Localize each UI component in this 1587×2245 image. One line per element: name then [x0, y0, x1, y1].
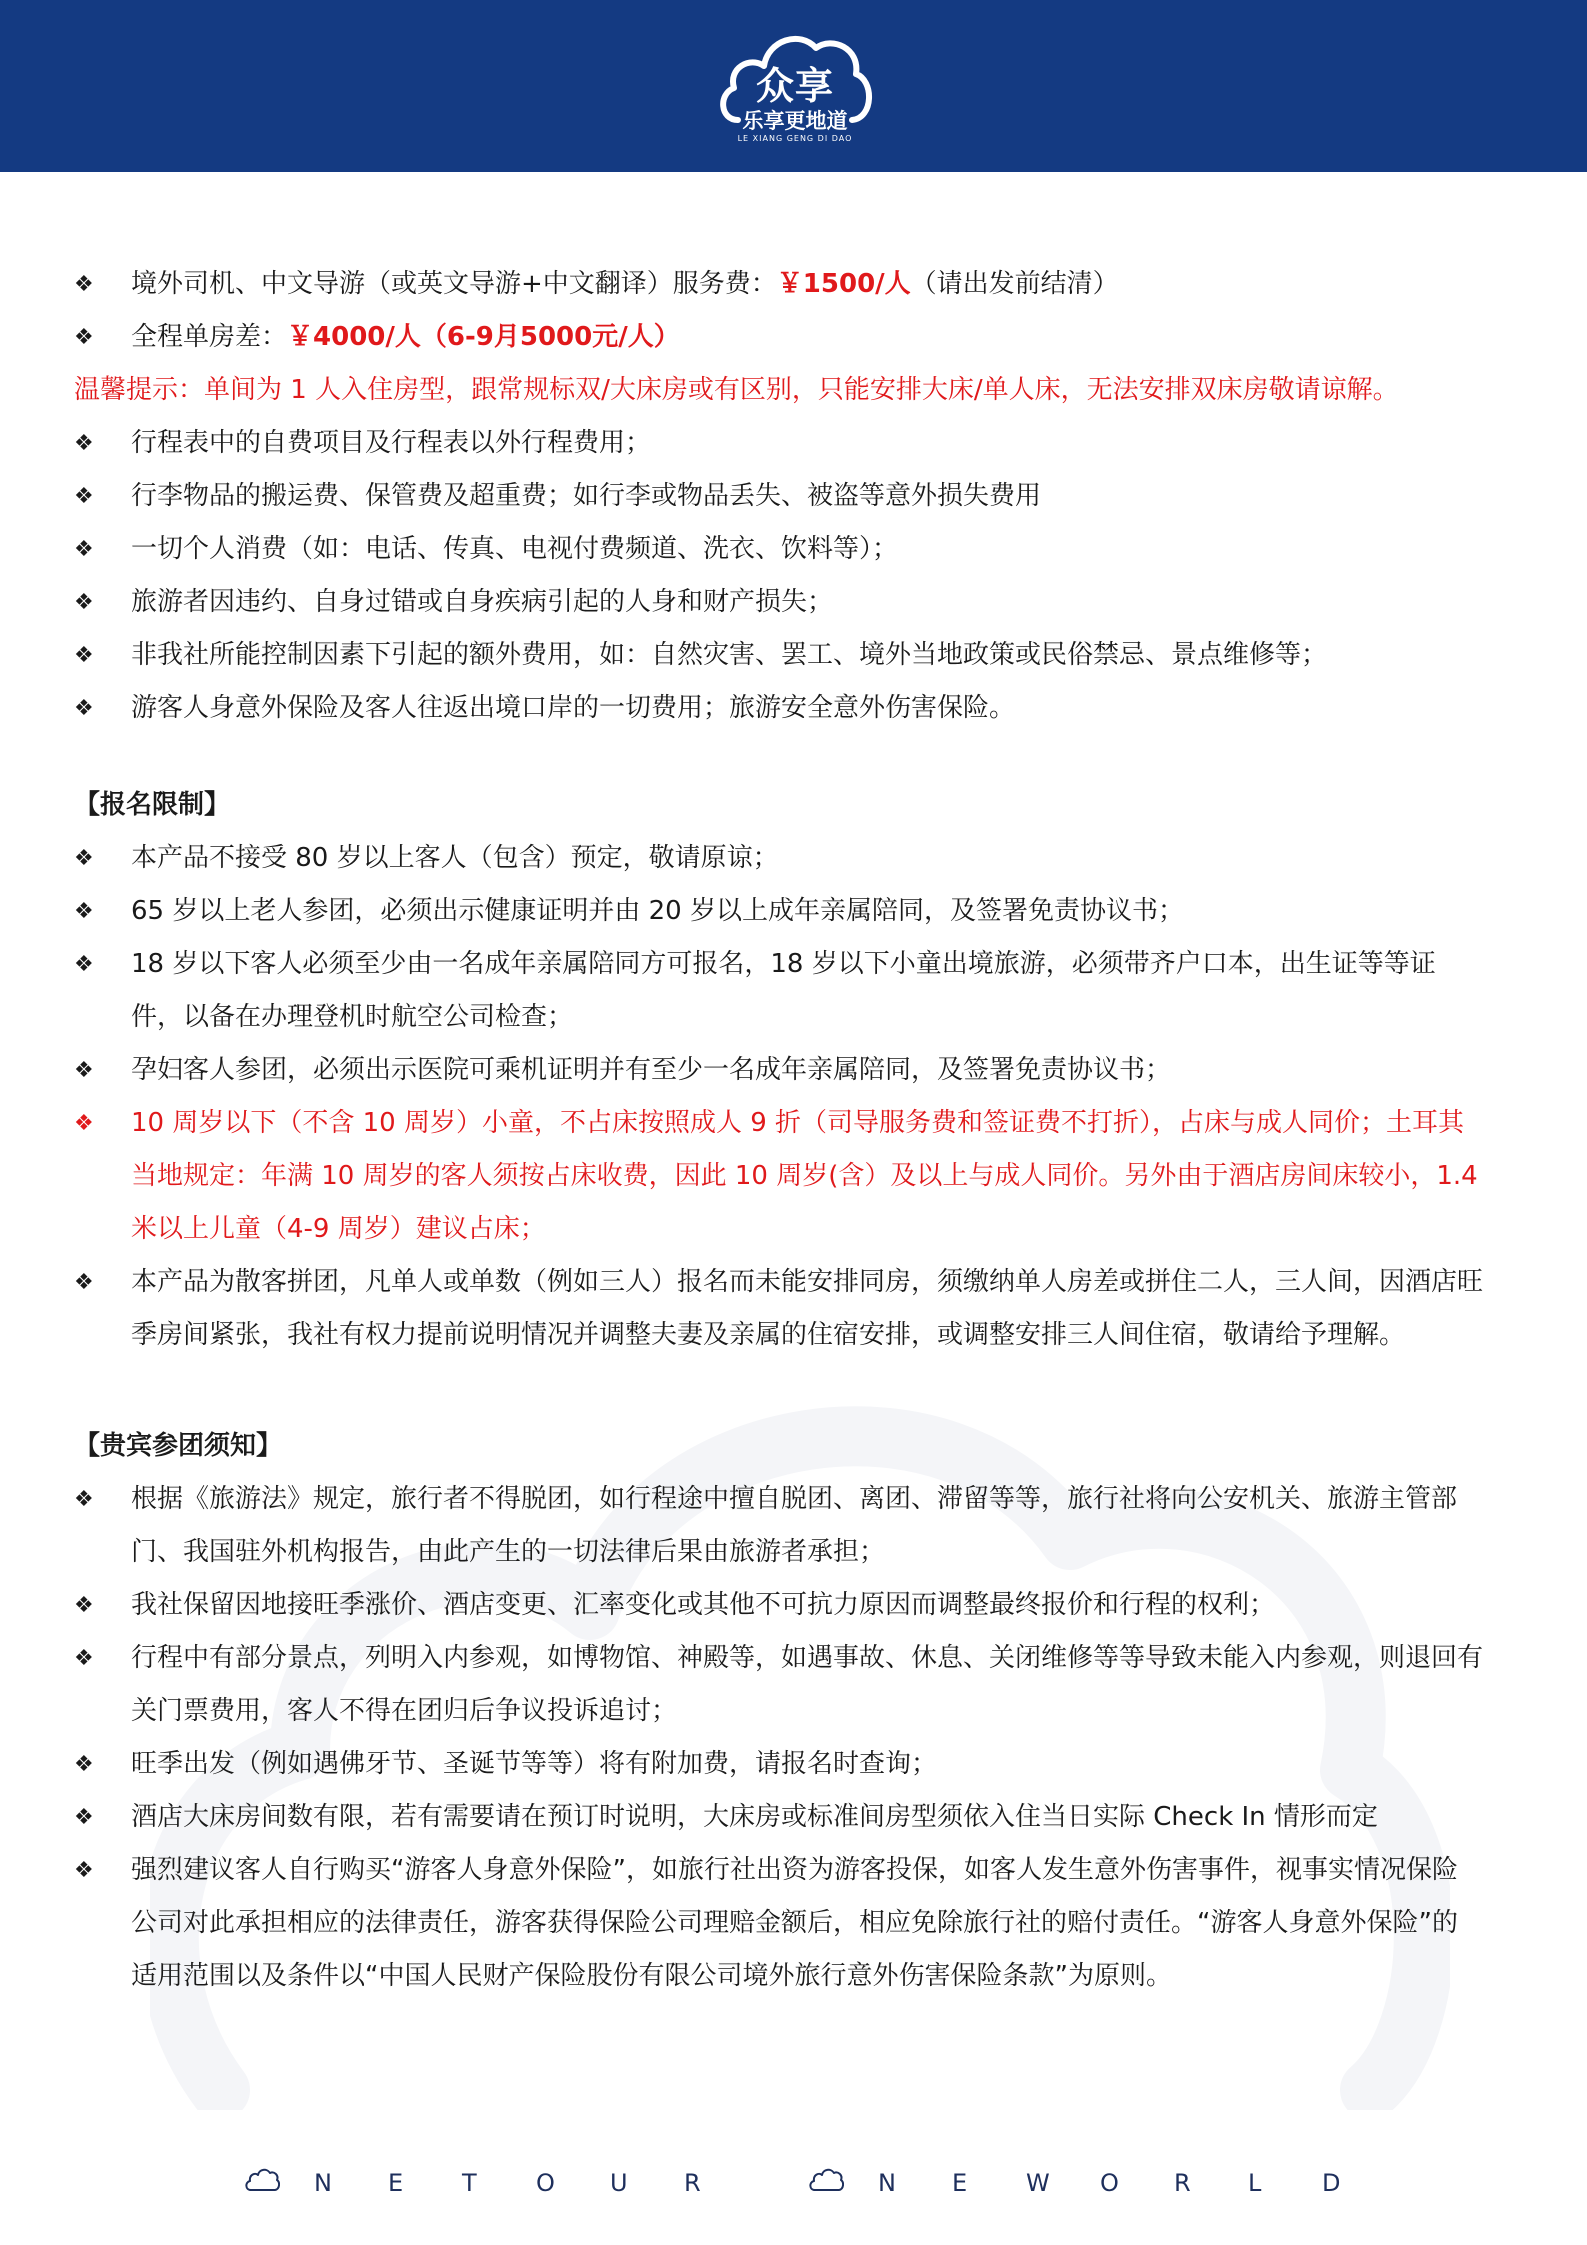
list-item-text: 孕妇客人参团，必须出示医院可乘机证明并有至少一名成年亲属陪同，及签署免责协议书； [131, 1055, 1172, 1085]
list-item-text: 根据《旅游法》规定，旅行者不得脱团，如行程途中擅自脱团、离团、滞留等等，旅行社将向公安机关、旅游主管部门、我国驻外机构报告，由此产生的一切法律后果由旅游者承担； [131, 1484, 1458, 1567]
list-item-text: 游客人身意外保险及客人往返出境口岸的一切费用；旅游安全意外伤害保险。 [131, 693, 1016, 723]
list-item [0, 1791, 1587, 1844]
warm-tip-note: 温馨提示：单间为 1 人入住房型，跟常规标双/大床房或有区别，只能安排大床/单人床，无法安排双床房敬请谅解。 [74, 375, 1399, 405]
list-item-text: 18 岁以下客人必须至少由一名成年亲属陪同方可报名，18 岁以下小童出境旅游，必须带齐户口本，出生证等等证件，以备在办理登机时航空公司检查； [131, 949, 1436, 1032]
list-item [0, 1632, 1587, 1738]
diamond-bullet-icon: ❖ [74, 1646, 94, 1671]
diamond-bullet-icon: ❖ [74, 846, 94, 871]
list-item [0, 1738, 1587, 1791]
diamond-bullet-icon: ❖ [74, 1111, 94, 1136]
diamond-bullet-icon: ❖ [74, 272, 94, 297]
diamond-bullet-icon: ❖ [74, 1858, 94, 1883]
diamond-bullet-icon: ❖ [74, 1270, 94, 1295]
diamond-bullet-icon: ❖ [74, 643, 94, 668]
diamond-bullet-icon: ❖ [74, 1752, 94, 1777]
diamond-bullet-icon: ❖ [74, 537, 94, 562]
list-item-text: 行李物品的搬运费、保管费及超重费；如行李或物品丢失、被盗等意外损失费用 [131, 481, 1042, 511]
diamond-bullet-icon: ❖ [74, 899, 94, 924]
list-item-text: 旺季出发（例如遇佛牙节、圣诞节等等）将有附加费，请报名时查询； [131, 1749, 938, 1779]
footer-oneworld-letters: N E W O R L D [878, 2169, 1341, 2197]
list-item-text: 行程表中的自费项目及行程表以外行程费用； [131, 428, 652, 458]
diamond-bullet-icon: ❖ [74, 1593, 94, 1618]
list-item [0, 682, 1587, 735]
page-content [0, 258, 1587, 2003]
diamond-bullet-icon: ❖ [74, 952, 94, 977]
list-item-text: 酒店大床房间数有限，若有需要请在预订时说明，大床房或标准间房型须依入住当日实际 Check In 情形而定 [131, 1802, 1378, 1832]
list-item [0, 576, 1587, 629]
fee-label: 境外司机、中文导游（或英文导游+中文翻译）服务费： [131, 269, 777, 299]
list-item [0, 629, 1587, 682]
header-banner [0, 0, 1587, 172]
list-item [0, 258, 1587, 311]
fee-price: ￥1500/人 [776, 269, 911, 299]
list-item-text: 非我社所能控制因素下引起的额外费用，如：自然灾害、罢工、境外当地政策或民俗禁忌、景点维修等； [131, 640, 1328, 670]
diamond-bullet-icon: ❖ [74, 431, 94, 456]
diamond-bullet-icon: ❖ [74, 325, 94, 350]
footer-tagline [0, 2158, 1587, 2208]
list-item-text: 10 周岁以下（不含 10 周岁）小童，不占床按照成人 9 折（司导服务费和签证费不打折），占床与成人同价；土耳其当地规定：年满 10 周岁的客人须按占床收费，因此 10 周岁(含）及以上与成人同价。另外由于酒店房间床较小，1.4 米以上儿童（4-9 周岁）建议占床； [131, 1108, 1478, 1244]
diamond-bullet-icon: ❖ [74, 696, 94, 721]
fee-price: ￥4000/人（6-9月5000元/人） [287, 322, 680, 352]
diamond-bullet-icon: ❖ [74, 1058, 94, 1083]
list-item-text: 行程中有部分景点，列明入内参观，如博物馆、神殿等，如遇事故、休息、关闭维修等等导致未能入内参观，则退回有关门票费用，客人不得在团归后争议投诉追讨； [131, 1643, 1484, 1726]
list-item [0, 938, 1587, 1044]
fee-label: 全程单房差： [131, 322, 288, 352]
diamond-bullet-icon: ❖ [74, 1487, 94, 1512]
list-item-text: 我社保留因地接旺季涨价、酒店变更、汇率变化或其他不可抗力原因而调整最终报价和行程的权利； [131, 1590, 1276, 1620]
list-item [0, 1256, 1587, 1362]
footer-onetour-letters: N E T O U R [314, 2169, 701, 2197]
section-title-guest-notice: 【贵宾参团须知】 [74, 1431, 283, 1461]
logo-main-text: 众享 [755, 64, 834, 108]
diamond-bullet-icon: ❖ [74, 590, 94, 615]
list-item-text: 一切个人消费（如：电话、传真、电视付费频道、洗衣、饮料等）； [131, 534, 899, 564]
list-item-text: 65 岁以上老人参团，必须出示健康证明并由 20 岁以上成年亲属陪同，及签署免责协议书； [131, 896, 1184, 926]
list-item [0, 832, 1587, 885]
cloud-icon [808, 2166, 844, 2194]
list-item [0, 1844, 1587, 2003]
list-item-text: 本产品为散客拼团，凡单人或单数（例如三人）报名而未能安排同房，须缴纳单人房差或拼住二人，三人间，因酒店旺季房间紧张，我社有权力提前说明情况并调整夫妻及亲属的住宿安排，或调整安排三人间住宿，敬请给予理解。 [131, 1267, 1484, 1350]
list-item [0, 417, 1587, 470]
diamond-bullet-icon: ❖ [74, 1805, 94, 1830]
list-item [0, 470, 1587, 523]
brand-logo[interactable] [714, 22, 876, 150]
list-item [0, 311, 1587, 364]
logo-slogan: 乐享更地道 [742, 109, 848, 133]
list-item [0, 1044, 1587, 1097]
list-item-text: 旅游者因违约、自身过错或自身疾病引起的人身和财产损失； [131, 587, 834, 617]
list-item [0, 1579, 1587, 1632]
list-item-text: 强烈建议客人自行购买“游客人身意外保险”，如旅行社出资为游客投保，如客人发生意外伤害事件，视事实情况保险公司对此承担相应的法律责任，游客获得保险公司理赔金额后，相应免除旅行社的赔付责任。“游客人身意外保险”的适用范围以及条件以“中国人民财产保险股份有限公司境外旅行意外伤害保险条款”为原则。 [131, 1855, 1458, 1991]
list-item-text: 本产品不接受 80 岁以上客人（包含）预定，敬请原谅； [131, 843, 779, 873]
list-item [0, 523, 1587, 576]
logo-pinyin: LE XIANG GENG DI DAO [737, 134, 853, 143]
fee-note: （请出发前结清） [910, 269, 1119, 299]
cloud-icon [244, 2166, 280, 2194]
diamond-bullet-icon: ❖ [74, 484, 94, 509]
section-title-registration: 【报名限制】 [74, 790, 231, 820]
list-item [0, 885, 1587, 938]
list-item-highlighted [0, 1097, 1587, 1256]
list-item [0, 1473, 1587, 1579]
